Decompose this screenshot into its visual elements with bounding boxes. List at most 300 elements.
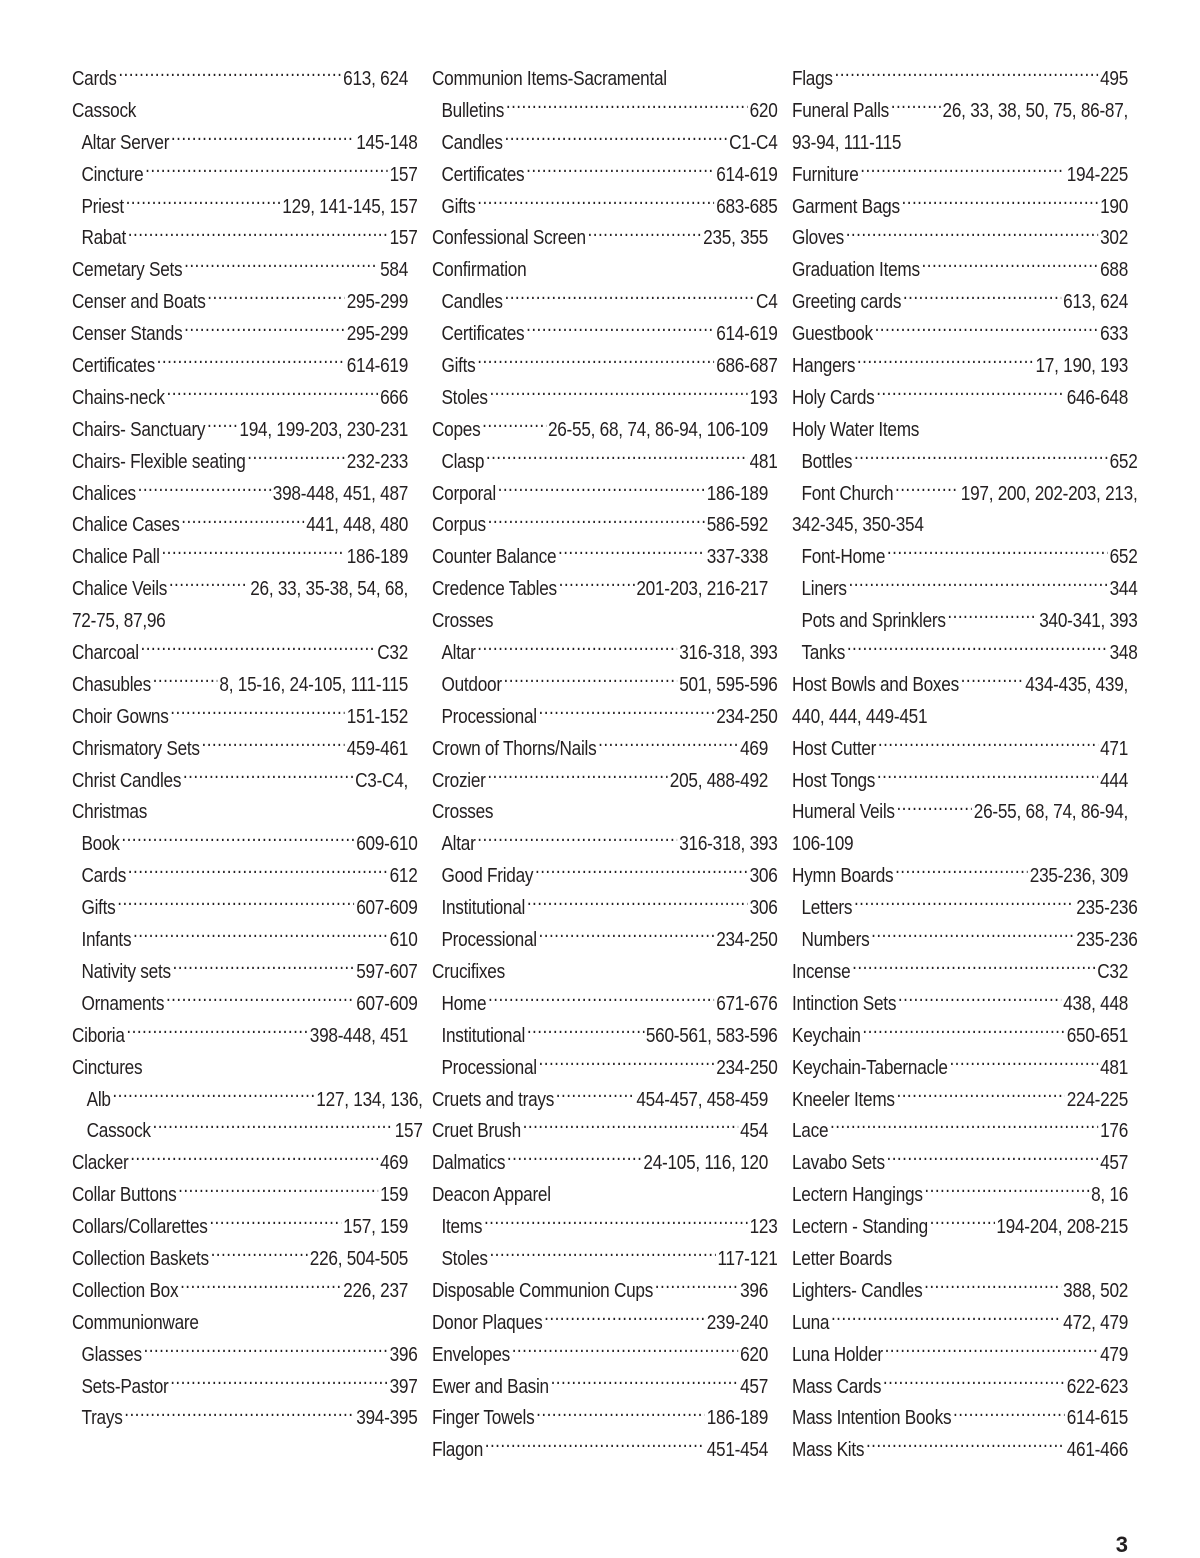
index-entry [432, 128, 778, 160]
dot-leader [183, 767, 353, 787]
dot-leader [126, 193, 281, 213]
index-entry [72, 1116, 423, 1148]
index-term: Host Bowls and Boxes [792, 673, 959, 696]
index-term: Credence Tables [432, 578, 557, 601]
index-entry [792, 670, 1128, 702]
index-entry [432, 192, 778, 224]
dot-leader [487, 767, 668, 787]
index-entry [432, 64, 768, 96]
dot-leader [488, 511, 705, 531]
page-reference: 201-203, 216-217 [636, 578, 769, 601]
index-term: Hangers [792, 355, 856, 378]
dot-leader [498, 480, 705, 500]
dot-leader [126, 1022, 308, 1042]
dot-leader [535, 862, 748, 882]
index-entry [432, 670, 778, 702]
page-reference: 235-236, 309 [1029, 865, 1129, 888]
dot-leader [184, 320, 345, 340]
page-reference: 586-592 [706, 514, 769, 537]
dot-leader [903, 288, 1062, 308]
dot-leader [835, 65, 1099, 85]
index-entry [432, 1180, 768, 1212]
index-entry [72, 319, 408, 351]
index-entry [72, 766, 408, 798]
index-term: Tanks [801, 642, 846, 665]
index-term: Infants [81, 929, 132, 952]
page-reference: 176 [1100, 1120, 1129, 1143]
index-entry [72, 797, 408, 829]
dot-leader [211, 1245, 308, 1265]
index-entry [792, 702, 1128, 734]
dot-leader [477, 352, 714, 372]
dot-leader [895, 862, 1028, 882]
dot-leader [112, 1086, 314, 1106]
index-term: Glasses [81, 1343, 142, 1366]
page-reference: 186-189 [706, 1407, 769, 1430]
index-entry [432, 574, 768, 606]
dot-leader [588, 224, 702, 244]
dot-leader [504, 129, 727, 149]
index-entry [72, 861, 418, 893]
dot-leader [848, 575, 1107, 595]
index-term: Certificates [441, 323, 525, 346]
index-term: Host Cutter [792, 737, 877, 760]
page-reference: 612 [389, 865, 418, 888]
index-term: Altar Server [81, 131, 170, 154]
index-term: 342-345, 350-354 [792, 514, 924, 537]
page-number: 3 [1115, 1532, 1128, 1557]
dot-leader [862, 1022, 1065, 1042]
index-term: Stoles [441, 386, 488, 409]
dot-leader [489, 1245, 715, 1265]
dot-leader [117, 894, 354, 914]
index-term: Cincture [81, 163, 144, 186]
dot-leader [144, 1341, 388, 1361]
index-entry [432, 542, 768, 574]
index-term: Envelopes [432, 1343, 511, 1366]
index-entry [792, 925, 1138, 957]
index-term: Lavabo Sets [792, 1152, 885, 1175]
page-reference: 633 [1100, 323, 1129, 346]
dot-leader [121, 830, 354, 850]
dot-leader [169, 575, 249, 595]
index-entry [72, 734, 408, 766]
index-entry [72, 510, 408, 542]
index-entry [72, 638, 408, 670]
index-entry [432, 415, 768, 447]
index-column-1 [72, 64, 423, 1435]
index-term: Crosses [432, 801, 494, 824]
dot-leader [924, 1277, 1061, 1297]
index-term: Gifts [441, 355, 476, 378]
page-reference: 454-457, 458-459 [636, 1088, 769, 1111]
dot-leader [930, 1213, 995, 1233]
index-entry [792, 319, 1128, 351]
index-entry [432, 1308, 768, 1340]
index-term: Alb [86, 1088, 111, 1111]
index-column-2 [432, 64, 778, 1467]
index-entry [792, 766, 1128, 798]
page-reference: 457 [740, 1375, 769, 1398]
dot-leader [477, 193, 714, 213]
index-term: Ornaments [81, 992, 165, 1015]
dot-leader [830, 1117, 1098, 1137]
page-reference: 145-148 [356, 131, 418, 154]
index-entry [432, 1340, 768, 1372]
index-term: Numbers [801, 929, 870, 952]
dot-leader [133, 926, 388, 946]
page-reference: 26, 33, 35-38, 54, 68, [250, 578, 409, 601]
index-term: Candles [441, 131, 503, 154]
dot-leader [170, 1373, 388, 1393]
index-term: Choir Gowns [72, 705, 169, 728]
page-reference: 614-615 [1066, 1407, 1129, 1430]
page-reference: 186-189 [346, 546, 409, 569]
page-reference: C32 [377, 642, 409, 665]
index-entry [792, 96, 1128, 128]
page-reference: C3-C4, [355, 769, 409, 792]
page-reference: 340-341, 393 [1039, 610, 1138, 633]
index-entry [432, 287, 778, 319]
page-reference: 646-648 [1066, 386, 1129, 409]
index-term: Lectern Hangings [792, 1184, 923, 1207]
page-reference: 235, 355 [703, 227, 769, 250]
page-reference: 234-250 [716, 705, 778, 728]
index-term: Bottles [801, 450, 853, 473]
index-entry [72, 64, 408, 96]
page-reference: 444 [1100, 769, 1129, 792]
index-entry [792, 797, 1128, 829]
dot-leader [559, 575, 635, 595]
index-entry [72, 192, 418, 224]
index-term: Holy Cards [792, 386, 875, 409]
index-entry [792, 1403, 1128, 1435]
index-entry [432, 1085, 768, 1117]
index-entry [72, 447, 408, 479]
index-term: Greeting cards [792, 291, 902, 314]
index-entry [432, 766, 768, 798]
index-term: Keychain [792, 1024, 861, 1047]
dot-leader [902, 193, 1099, 213]
page-reference: 316-318, 393 [679, 642, 778, 665]
index-entry [72, 1021, 408, 1053]
dot-leader [922, 256, 1099, 276]
page-reference: 235-236 [1076, 897, 1138, 920]
page-reference: 397 [389, 1375, 418, 1398]
page-reference: 688 [1100, 259, 1129, 282]
page-reference: 479 [1100, 1343, 1129, 1366]
page-reference: 157 [394, 1120, 423, 1143]
index-term: Institutional [441, 1024, 526, 1047]
dot-leader [507, 1149, 642, 1169]
dot-leader [947, 607, 1037, 627]
index-term: Mass Cards [792, 1375, 882, 1398]
index-term: Good Friday [441, 865, 534, 888]
index-term: Lighters- Candles [792, 1279, 923, 1302]
dot-leader [506, 97, 748, 117]
page-reference: 671-676 [716, 992, 778, 1015]
index-term: Graduation Items [792, 259, 920, 282]
index-entry [432, 1212, 778, 1244]
index-entry [432, 1021, 778, 1053]
page-reference: 560-561, 583-596 [645, 1024, 778, 1047]
index-entry [432, 1053, 778, 1085]
index-term: Processional [441, 705, 537, 728]
index-entry [432, 1372, 768, 1404]
dot-leader [184, 256, 378, 276]
dot-leader [161, 543, 345, 563]
index-term: Letter Boards [792, 1247, 892, 1270]
index-entry [72, 255, 408, 287]
index-entry [72, 351, 408, 383]
dot-leader [885, 1341, 1099, 1361]
index-term: Chasubles [72, 673, 151, 696]
dot-leader [949, 1054, 1098, 1074]
index-term: Holy Water Items [792, 418, 920, 441]
page-reference: 337-338 [706, 546, 769, 569]
index-term: Certificates [441, 163, 525, 186]
dot-leader [539, 926, 715, 946]
page-reference: 117-121 [717, 1247, 778, 1270]
index-term: Cemetary Sets [72, 259, 183, 282]
index-entry [792, 223, 1128, 255]
index-entry [72, 415, 408, 447]
page-reference: 613, 624 [1063, 291, 1129, 314]
page-reference: 441, 448, 480 [306, 514, 409, 537]
index-entry [792, 510, 1128, 542]
dot-leader [207, 288, 345, 308]
index-entry [432, 255, 768, 287]
index-term: Certificates [72, 355, 155, 378]
index-entry [792, 160, 1128, 192]
index-entry [792, 1085, 1128, 1117]
dot-leader [857, 352, 1034, 372]
page-reference: 193 [749, 386, 778, 409]
page-reference: 205, 488-492 [669, 769, 769, 792]
index-entry [792, 861, 1128, 893]
index-entry [792, 734, 1128, 766]
index-entry [72, 128, 418, 160]
index-term: Furniture [792, 163, 859, 186]
index-term: Sets-Pastor [81, 1375, 169, 1398]
page-reference: 434-435, 439, [1025, 673, 1129, 696]
dot-leader [484, 1213, 748, 1233]
index-term: Rabat [81, 227, 127, 250]
dot-leader [846, 224, 1099, 244]
page-reference: 469 [380, 1152, 409, 1175]
index-term: Collection Box [72, 1279, 179, 1302]
index-term: Chairs- Flexible seating [72, 450, 246, 473]
index-entry [72, 223, 418, 255]
page-reference: 609-610 [356, 833, 418, 856]
page-reference: 481 [1100, 1056, 1129, 1079]
dot-leader [138, 480, 271, 500]
index-term: Flagon [432, 1439, 484, 1462]
dot-leader [536, 1404, 705, 1424]
page-reference: 26-55, 68, 74, 86-94, 106-109 [547, 418, 769, 441]
dot-leader [871, 926, 1074, 946]
index-entry [792, 351, 1128, 383]
page-reference: 398-448, 451 [309, 1024, 409, 1047]
index-term: Hymn Boards [792, 865, 894, 888]
index-term: Cards [72, 68, 117, 90]
page-reference: 194-225 [1066, 163, 1129, 186]
dot-leader [128, 862, 388, 882]
index-entry [432, 447, 778, 479]
index-term: Processional [441, 929, 537, 952]
index-term: Chalice Cases [72, 514, 180, 537]
index-term: Priest [81, 195, 124, 218]
page-reference: 472, 479 [1063, 1311, 1129, 1334]
index-entry [72, 957, 418, 989]
index-term: Chains-neck [72, 386, 165, 409]
page-reference: 613, 624 [343, 68, 409, 90]
dot-leader [153, 671, 218, 691]
dot-leader [207, 416, 238, 436]
dot-leader [477, 639, 677, 659]
index-entry [432, 861, 778, 893]
index-entry [792, 1308, 1128, 1340]
index-column-3 [792, 64, 1138, 1467]
index-entry [432, 925, 778, 957]
index-term: Mass Kits [792, 1439, 865, 1462]
index-term: Cards [81, 865, 127, 888]
dot-leader [477, 830, 677, 850]
index-entry [72, 829, 418, 861]
index-entry [792, 1053, 1128, 1085]
index-entry [72, 287, 408, 319]
dot-leader [539, 703, 715, 723]
index-term: Incense [792, 960, 851, 983]
index-term: Home [441, 992, 487, 1015]
index-entry [792, 383, 1128, 415]
dot-leader [178, 1181, 378, 1201]
page-reference: 239-240 [706, 1311, 769, 1334]
index-entry [792, 1021, 1128, 1053]
dot-leader [180, 1277, 341, 1297]
index-entry [72, 574, 408, 606]
index-term: Book [81, 833, 120, 856]
index-entry [432, 351, 778, 383]
page-reference: C4 [756, 291, 778, 314]
index-term: Clacker [72, 1152, 129, 1175]
page-reference: 652 [1109, 450, 1138, 473]
index-entry [432, 734, 768, 766]
dot-leader [551, 1373, 739, 1393]
dot-leader [140, 639, 375, 659]
page-reference: 157 [389, 227, 418, 250]
index-term: Pots and Sprinklers [801, 610, 946, 633]
page-reference: 234-250 [716, 1056, 778, 1079]
page-reference: 686-687 [716, 355, 778, 378]
index-term: Processional [441, 1056, 537, 1079]
page-reference: 306 [749, 865, 778, 888]
page-reference: 123 [749, 1216, 778, 1239]
index-term: Cassock [86, 1120, 151, 1143]
dot-leader [124, 1404, 354, 1424]
index-term: Collar Buttons [72, 1184, 177, 1207]
page-reference: 438, 448 [1063, 992, 1129, 1015]
page-reference: 17, 190, 193 [1035, 355, 1129, 378]
dot-leader [896, 798, 972, 818]
page-reference: 607-609 [356, 992, 418, 1015]
index-entry [72, 1276, 408, 1308]
dot-leader [539, 1054, 715, 1074]
dot-leader [854, 448, 1108, 468]
index-term: Chalice Veils [72, 578, 168, 601]
index-term: Stoles [441, 1247, 488, 1270]
index-entry [72, 1308, 408, 1340]
index-term: Ciboria [72, 1024, 125, 1047]
dot-leader [898, 990, 1062, 1010]
index-term: Liners [801, 578, 847, 601]
page-reference: 316-318, 393 [679, 833, 778, 856]
page-reference: 157 [389, 163, 418, 186]
index-term: Nativity sets [81, 960, 171, 983]
index-entry [432, 1276, 768, 1308]
index-entry [72, 1148, 408, 1180]
index-term: Mass Intention Books [792, 1407, 952, 1430]
index-term: Intinction Sets [792, 992, 897, 1015]
index-entry [72, 160, 418, 192]
index-entry [432, 606, 768, 638]
index-term: 72-75, 87,96 [72, 610, 166, 633]
index-term: Altar [441, 642, 476, 665]
dot-leader [877, 767, 1099, 787]
page-reference: 607-609 [356, 897, 418, 920]
dot-leader [887, 1149, 1099, 1169]
dot-leader [170, 703, 345, 723]
dot-leader [847, 639, 1108, 659]
index-entry [792, 1372, 1128, 1404]
index-term: Chalices [72, 482, 136, 505]
page-reference: 159 [380, 1184, 409, 1207]
index-term: Donor Plaques [432, 1311, 543, 1334]
index-entry [792, 1116, 1128, 1148]
dot-leader [852, 958, 1095, 978]
dot-leader [171, 129, 355, 149]
page-reference: 652 [1109, 546, 1138, 569]
page-reference: 226, 237 [343, 1279, 409, 1302]
dot-leader [201, 735, 345, 755]
index-entry [792, 574, 1138, 606]
index-entry [432, 797, 768, 829]
index-term: Institutional [441, 897, 526, 920]
index-entry [792, 1435, 1128, 1467]
index-entry [72, 1372, 418, 1404]
index-term: Cassock [72, 99, 137, 122]
dot-leader [130, 1149, 378, 1169]
index-term: Christmas [72, 801, 148, 824]
page-reference: 24-105, 116, 120 [643, 1152, 769, 1175]
index-entry [432, 160, 778, 192]
index-term: Trays [81, 1407, 123, 1430]
index-term: Luna Holder [792, 1343, 883, 1366]
dot-leader [118, 65, 341, 85]
index-entry [792, 1180, 1128, 1212]
index-entry [432, 223, 768, 255]
index-term: Gifts [81, 897, 116, 920]
index-term: Humeral Veils [792, 801, 895, 824]
dot-leader [961, 671, 1024, 691]
dot-leader [526, 161, 714, 181]
index-entry [792, 829, 1128, 861]
index-entry [432, 1148, 768, 1180]
page-reference: 26, 33, 38, 50, 75, 86-87, [942, 99, 1129, 122]
index-term: Chairs- Sanctuary [72, 418, 206, 441]
index-term: Guestbook [792, 323, 873, 346]
index-term: Keychain-Tabernacle [792, 1056, 948, 1079]
